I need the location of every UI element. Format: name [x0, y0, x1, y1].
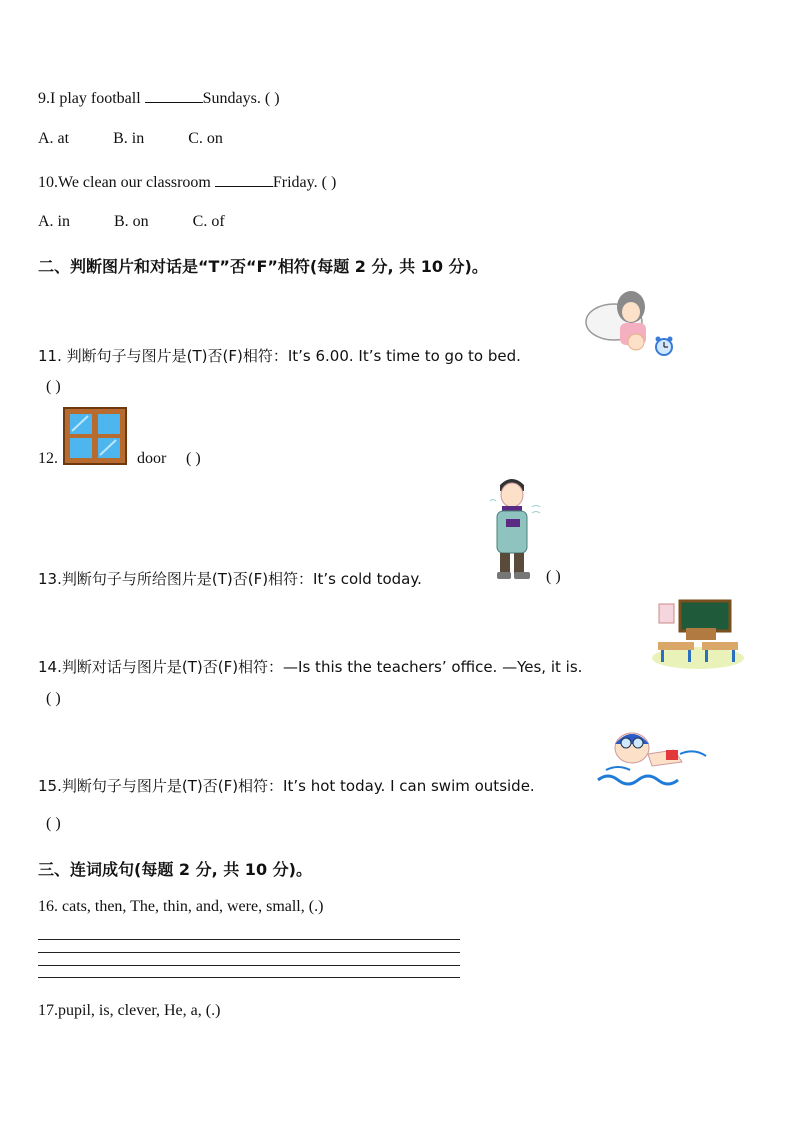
question-10: 10.We clean our classroom Friday. ( )	[38, 174, 337, 191]
question-13: 13.判断句子与所给图片是(T)否(F)相符：It’s cold today.	[38, 570, 422, 588]
section-3-heading: 三、连词成句(每题 2 分, 共 10 分)。	[38, 860, 312, 879]
answer-blank[interactable]	[145, 88, 203, 103]
option-a[interactable]: A. at	[38, 130, 70, 147]
option-a[interactable]: A. in	[38, 213, 70, 230]
question-9: 9.I play football Sundays. ( )	[38, 90, 280, 107]
option-b[interactable]: B. on	[114, 213, 149, 230]
q10-options	[38, 213, 265, 231]
answer-paren[interactable]: ( )	[186, 450, 201, 467]
question-12-number: 12.	[38, 450, 58, 467]
question-11: 11. 判断句子与图片是(T)否(F)相符：It’s 6.00. It’s time to go to bed.	[38, 347, 521, 365]
answer-paren[interactable]: ( )	[46, 815, 61, 832]
answer-line[interactable]	[38, 965, 460, 966]
answer-line[interactable]	[38, 952, 460, 953]
question-12-word: door	[137, 450, 167, 467]
swimming-boy-image	[596, 728, 712, 790]
question-17: 17.pupil, is, clever, He, a, (.)	[38, 1002, 221, 1019]
q9-options	[38, 130, 263, 148]
option-b[interactable]: B. in	[113, 130, 145, 147]
cold-boy-image	[486, 475, 546, 585]
option-c[interactable]: C. on	[188, 130, 223, 147]
answer-paren[interactable]: ( )	[546, 568, 561, 585]
window-image	[63, 407, 127, 465]
answer-blank[interactable]	[215, 172, 273, 187]
question-16: 16. cats, then, The, thin, and, were, small, (.)	[38, 898, 324, 915]
classroom-image	[650, 598, 746, 670]
question-15: 15.判断句子与图片是(T)否(F)相符：It’s hot today. I can swim outside.	[38, 777, 535, 795]
sleeping-girl-alarm-clock-image	[584, 287, 676, 361]
section-2-heading: 二、判断图片和对话是“T”否“F”相符(每题 2 分, 共 10 分)。	[38, 257, 488, 276]
answer-paren[interactable]: ( )	[46, 690, 61, 707]
answer-paren[interactable]: ( )	[46, 378, 61, 395]
answer-line[interactable]	[38, 977, 460, 978]
question-14: 14.判断对话与图片是(T)否(F)相符：—Is this the teachers’ office. —Yes, it is.	[38, 658, 583, 676]
answer-line[interactable]	[38, 939, 460, 940]
option-c[interactable]: C. of	[192, 213, 225, 230]
